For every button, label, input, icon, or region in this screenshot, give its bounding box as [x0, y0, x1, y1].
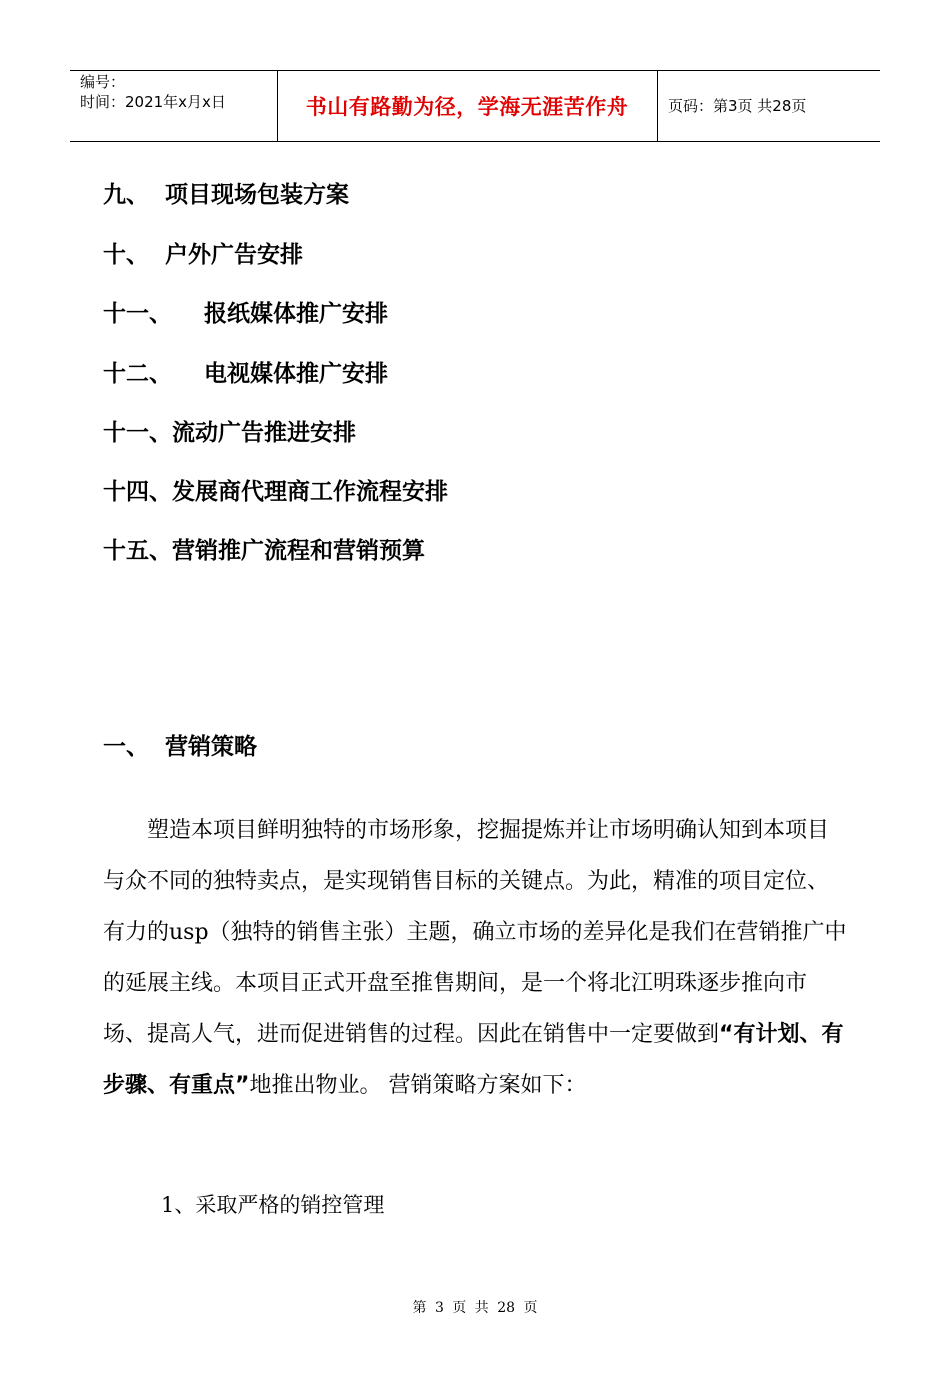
- toc-item: 十、 户外广告安排: [103, 242, 304, 268]
- toc-item: 十二、 电视媒体推广安排: [103, 361, 389, 387]
- subheading: 1、采取严格的销控管理: [161, 1193, 385, 1217]
- document-time-label: 时间：2021年x月x日: [80, 93, 226, 111]
- toc-item: 十一、 报纸媒体推广安排: [103, 301, 389, 327]
- paragraph-main-text: 塑造本项目鲜明独特的市场形象，挖掘提炼并让市场明确认知到本项目与众不同的独特卖点，是实现销售目标的关键点。为此，精准的项目定位、有力的usp（独特的销售主张）主题，确立市场的差异化是我们在营销推广中的延展主线。本项目正式开盘至推售期间，是一个将北江明珠逐步推向市场、提高人气，进而促进销售的过程。因此在销售中一定要做到: [103, 818, 847, 1047]
- toc-item: 十四、发展商代理商工作流程安排: [103, 479, 448, 505]
- header-motto-cell: [277, 71, 658, 141]
- header-page-info: 页码：第3页 共28页: [668, 97, 807, 115]
- section-title: 一、 营销策略: [103, 734, 258, 760]
- toc-item: 九、 项目现场包装方案: [103, 182, 350, 208]
- document-number-label: 编号：: [80, 73, 126, 91]
- page-footer: 第 3 页 共 28 页: [412, 1300, 538, 1316]
- paragraph-emphasis: “有计划、有步骤、有重点”: [103, 1022, 844, 1098]
- toc-item: 十一、流动广告推进安排: [103, 420, 356, 446]
- toc-item: 十五、营销推广流程和营销预算: [103, 538, 425, 564]
- page-header: [70, 70, 880, 142]
- header-page-cell: [658, 71, 880, 141]
- header-meta-cell: [70, 71, 278, 141]
- paragraph-tail-text: 地推出物业。 营销策略方案如下：: [249, 1073, 587, 1098]
- header-motto: 书山有路勤为径，学海无涯苦作舟: [305, 95, 629, 119]
- body-paragraph: [103, 805, 848, 1111]
